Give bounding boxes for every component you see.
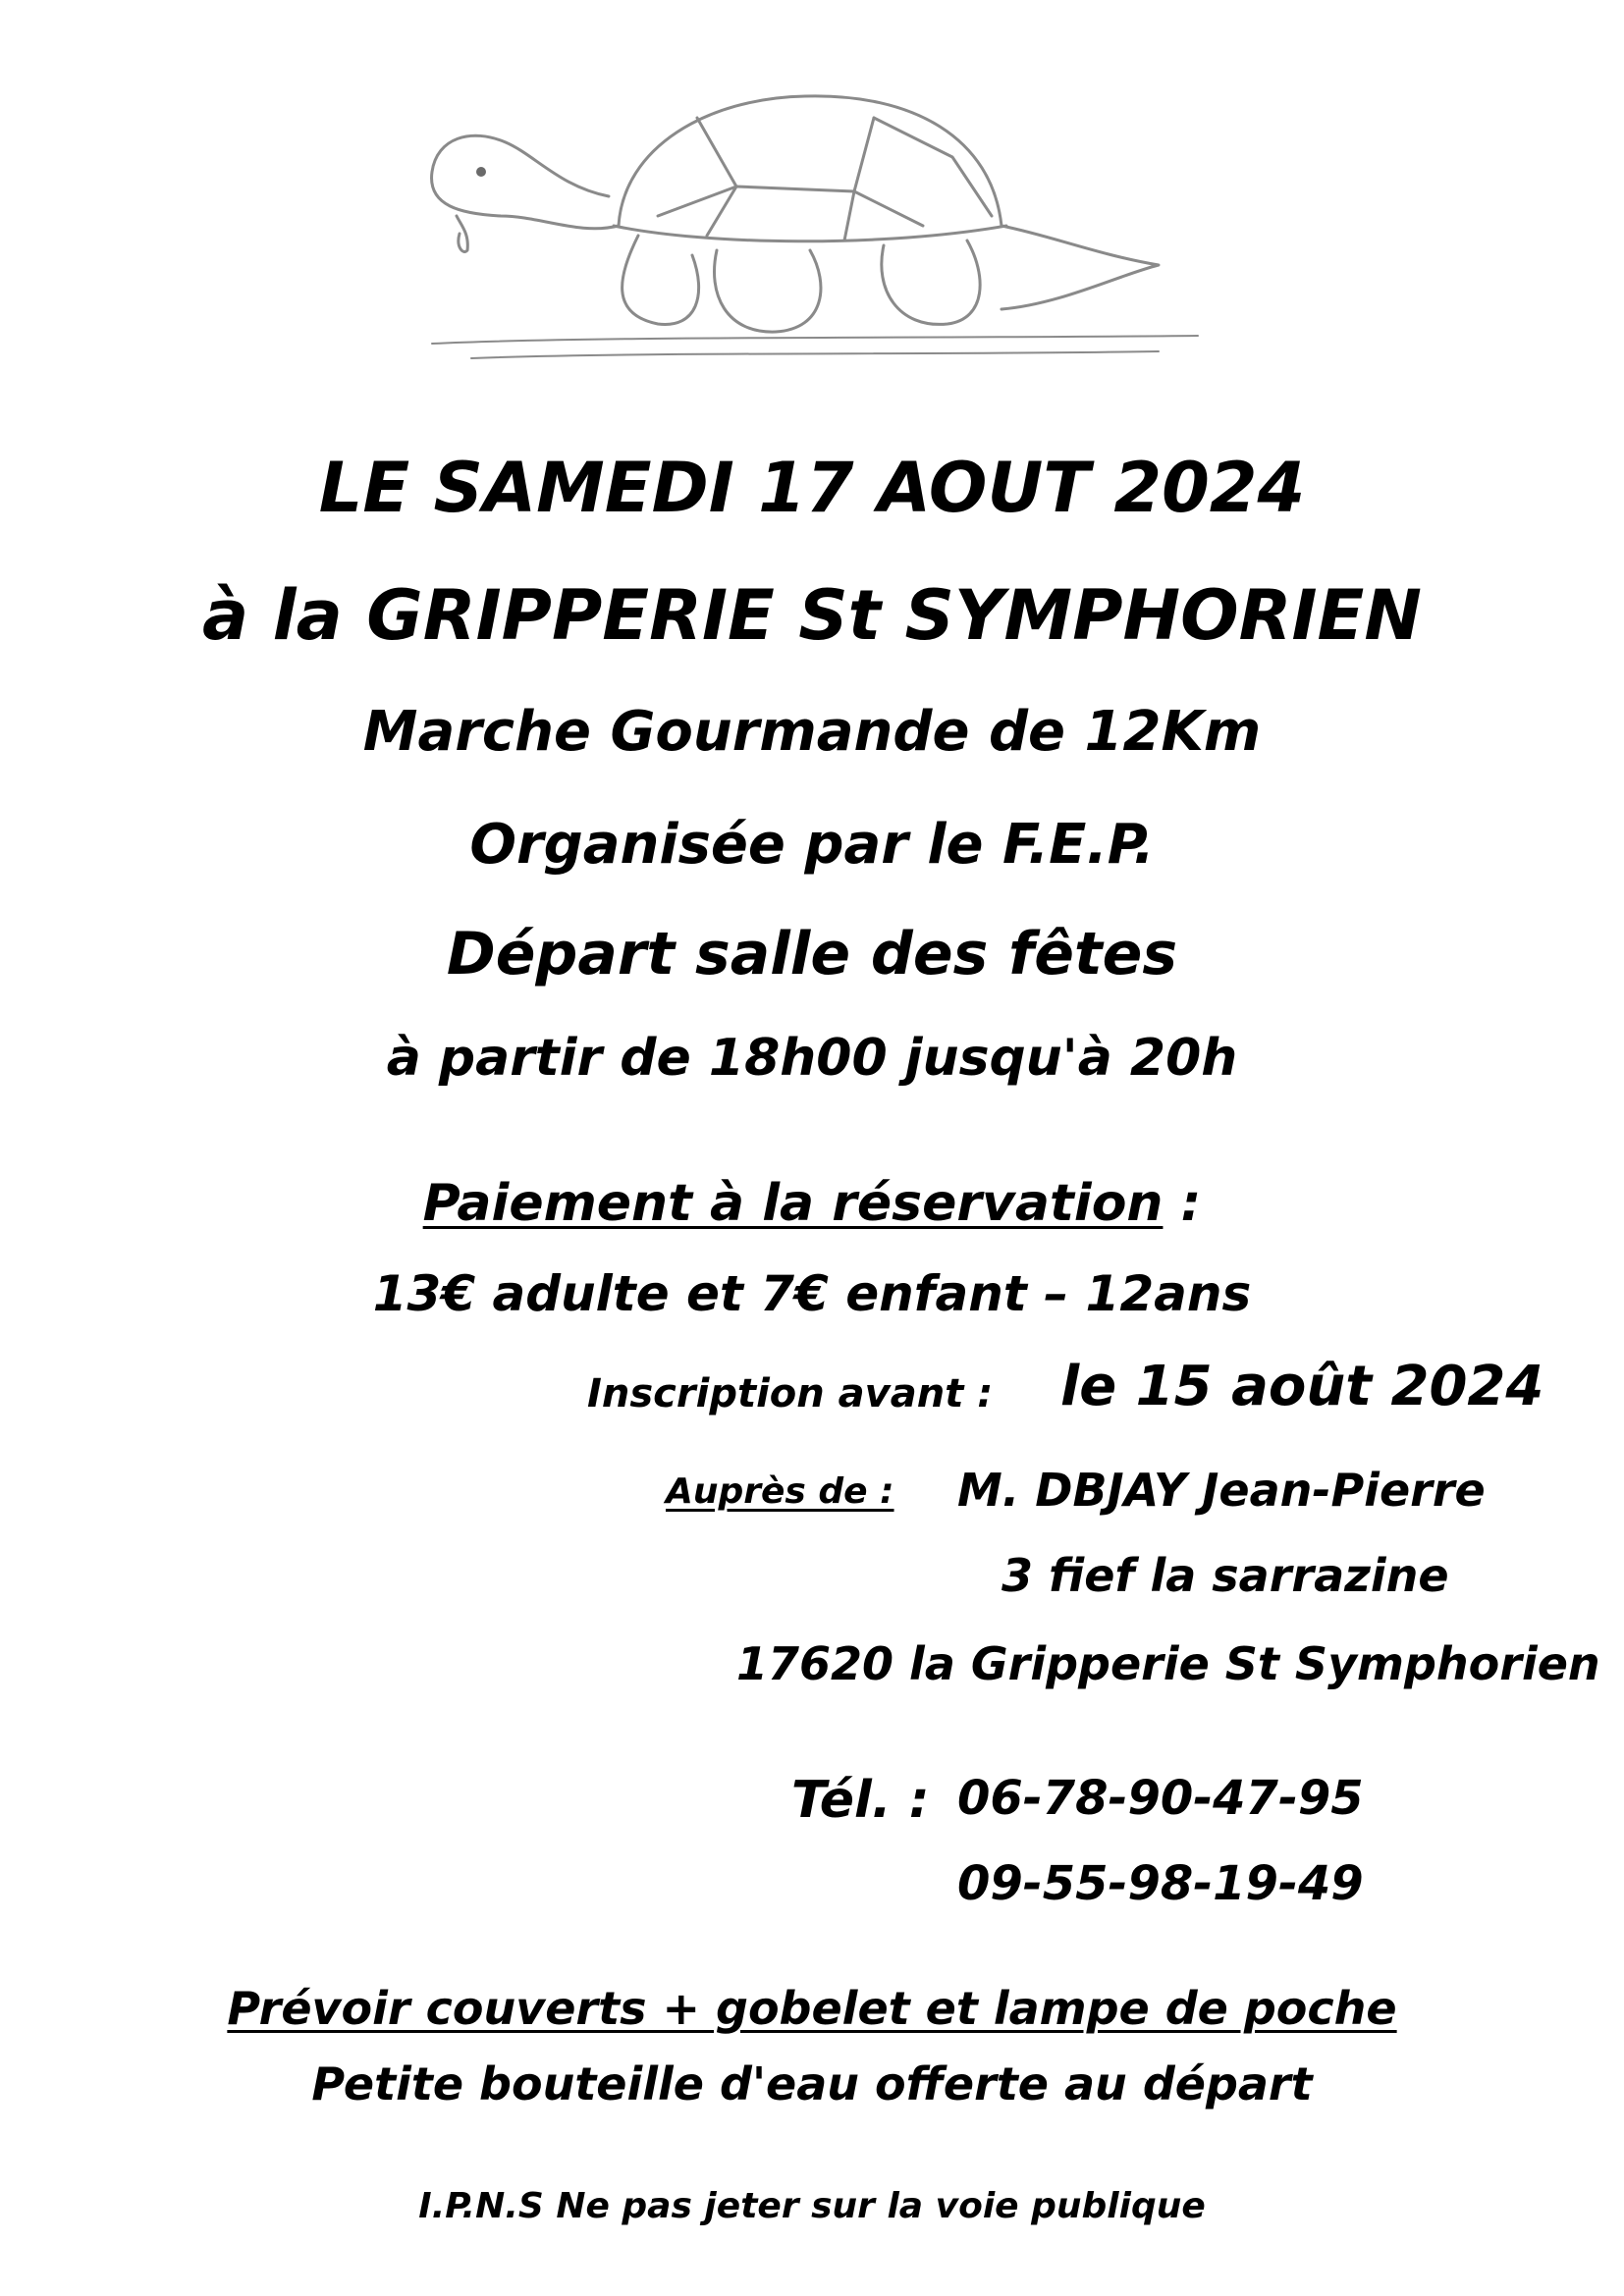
contact-label: Auprès de : [666,1471,894,1512]
payment-colon: : [1180,1174,1202,1233]
event-location: à la GRIPPERIE St SYMPHORIEN [202,575,1422,656]
water-note: Petite bouteille d'eau offerte au départ [311,2057,1313,2110]
footer-disclaimer: I.P.N.S Ne pas jeter sur la voie publique [418,2186,1206,2226]
payment-label: Paiement à la réservation [422,1174,1164,1233]
phone-number-2: 09-55-98-19-49 [957,1856,1364,1911]
bring-items-note: Prévoir couverts + gobelet et lampe de poche [227,1982,1397,2035]
payment-prices: 13€ adulte et 7€ enfant – 12ans [372,1265,1252,1322]
turtle-sketch-icon [412,79,1218,373]
event-departure: Départ salle des fêtes [446,920,1178,988]
event-organizer: Organisée par le F.E.P. [469,813,1155,877]
event-title: Marche Gourmande de 12Km [362,700,1262,764]
registration-deadline: le 15 août 2024 [1060,1355,1544,1418]
contact-name: M. DBJAY Jean-Pierre [957,1464,1486,1517]
contact-address-line2: 17620 la Gripperie St Symphorien [736,1637,1600,1690]
event-date: LE SAMEDI 17 AOUT 2024 [318,448,1306,528]
contact-address-line1: 3 fief la sarrazine [1001,1549,1449,1602]
phone-number-1: 06-78-90-47-95 [957,1771,1364,1826]
registration-label: Inscription avant : [587,1371,994,1416]
payment-heading [0,1174,1624,1233]
event-hours: à partir de 18h00 jusqu'à 20h [386,1029,1238,1088]
phone-label: Tél. : [791,1771,930,1830]
